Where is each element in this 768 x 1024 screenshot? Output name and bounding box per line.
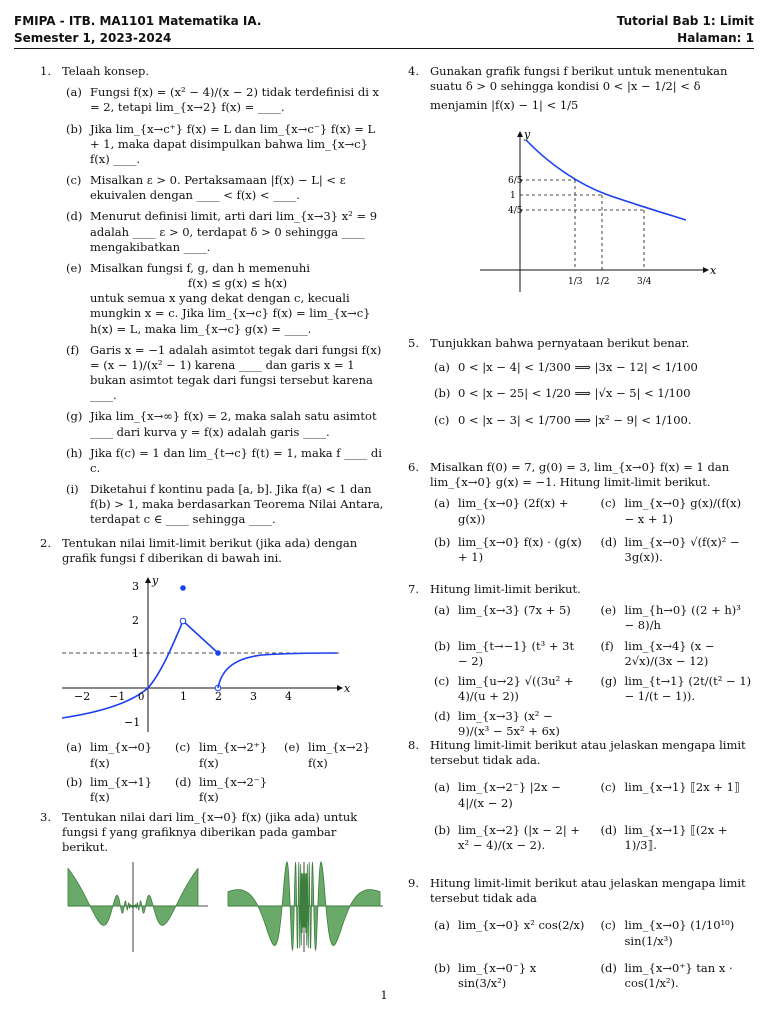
list-item: (g) Jika lim_{x→∞} f(x) = 2, maka salah satu asimtot ____ dari kurva y = f(x) adalah garis ____. <box>66 409 377 439</box>
list-item: (f) lim_{x→4} (x − 2√x)/(3x − 12) <box>600 638 715 668</box>
y-tick-label: 2 <box>132 614 139 628</box>
list-item: (e) lim_{h→0} ((2 + h)³ − 8)/h <box>600 603 741 633</box>
y-tick-label: 4/5 <box>508 205 523 216</box>
oscillation-graphs <box>48 856 388 956</box>
list-item: (d) lim_{x→3} (x² − 9)/(x³ − 5x² + 6x) <box>434 709 560 739</box>
y-tick-label: 6/5 <box>508 175 523 186</box>
list-item: (b) Jika lim_{x→c⁺} f(x) = L dan lim_{x→c⁻} f(x) = L + 1, maka dapat disimpulkan bahwa lim_{x→c} f(x) ____. <box>66 121 376 166</box>
list-item: (b) lim_{t→−1} (t³ + 3t − 2) <box>434 638 575 668</box>
problem-number: 8. <box>408 738 419 752</box>
line-segment <box>183 621 218 653</box>
list-item: (d) lim_{x→0} √(f(x)² − 3g(x)). <box>600 534 740 564</box>
y-axis-label: y <box>152 574 159 588</box>
open-point <box>180 619 186 625</box>
problem-text: Misalkan f(0) = 7, g(0) = 3, lim_{x→0} f(x) = 1 dan lim_{x→0} g(x) = −1. Hitung limit-limit berikut. <box>430 460 730 490</box>
list-item: (a) 0 < |x − 4| < 1/300 ⟹ |3x − 12| < 1/100 <box>434 360 698 375</box>
x-tick-label: −1 <box>109 690 126 704</box>
problem-text: Hitung limit-limit berikut atau jelaskan mengapa limit tersebut tidak ada. <box>430 738 746 768</box>
problem-text: Hitung limit-limit berikut. <box>430 582 581 596</box>
page-header <box>0 0 768 50</box>
x-tick-label: 4 <box>285 690 292 704</box>
graph-right <box>228 862 383 952</box>
list-item: (d) lim_{x→0⁺} tan x · cos(1/x²). <box>600 960 733 990</box>
x-tick-label: 3 <box>250 690 257 704</box>
list-item: (h) Jika f(c) = 1 dan lim_{t→c} f(t) = 1, maka f ____ di c. <box>66 445 382 475</box>
x-tick-label: 1/2 <box>595 276 610 287</box>
problem-number: 9. <box>408 876 419 890</box>
list-item: (b) lim_{x→2} (|x − 2| + x² − 4)/(x − 2). <box>434 822 581 852</box>
problem-7 <box>408 582 753 740</box>
semester-label: Semester 1, 2023-2024 <box>14 31 172 45</box>
problem-number: 7. <box>408 582 419 596</box>
problem-5 <box>408 336 753 428</box>
problem-number: 4. <box>408 64 419 78</box>
problem-text: Tunjukkan bahwa pernyataan berikut benar. <box>430 336 690 350</box>
list-item: (a) lim_{x→3} (7x + 5) <box>434 603 571 618</box>
y-tick-label: 3 <box>132 580 139 594</box>
x-tick-label: 1/3 <box>568 276 583 287</box>
curve-right <box>218 653 337 688</box>
x-axis-label: x <box>710 263 717 277</box>
problem-number: 1. <box>40 64 51 78</box>
problem-text: Tentukan nilai limit-limit berikut (jika ada) dengan grafik fungsi f diberikan di bawah ini. <box>62 536 358 566</box>
list-item: (d) lim_{x→1} ⟦(2x + 1)/3⟧. <box>600 822 728 852</box>
subquestions <box>430 918 753 991</box>
problem-text: Tentukan nilai dari lim_{x→0} f(x) (jika ada) untuk fungsi f yang grafiknya diberikan pada gambar berikut. <box>62 810 358 855</box>
list-item: (f) Garis x = −1 adalah asimtot tegak dari fungsi f(x) = (x − 1)/(x² − 1) karena ____ dan garis x = 1 bukan asimtot tegak dari fungsi tersebut karena ____. <box>66 342 382 403</box>
list-item: (a) lim_{x→0} f(x) <box>66 740 153 770</box>
x-tick-label: 2 <box>215 690 222 704</box>
problem-9 <box>408 876 753 991</box>
course-title: FMIPA - ITB. MA1101 Matematika IA. <box>14 14 262 28</box>
problem-1 <box>40 64 385 528</box>
header-divider <box>14 48 754 49</box>
list-item: (c) lim_{x→2⁺} f(x) <box>175 740 268 770</box>
list-item: (g) lim_{t→1} (2t/(t² − 1) − 1/(t − 1)). <box>600 673 752 704</box>
curve-left <box>62 621 183 718</box>
function-graph <box>430 120 730 295</box>
list-item: (b) lim_{x→0} f(x) · (g(x) + 1) <box>434 534 582 564</box>
list-item: (c) lim_{x→0} g(x)/(f(x) − x + 1) <box>600 496 742 526</box>
problem-8 <box>408 738 753 853</box>
problem-3 <box>40 810 385 856</box>
list-item: (d) lim_{x→2⁻} f(x) <box>175 774 268 804</box>
x-axis-label: x <box>344 682 351 696</box>
y-tick-label: 1 <box>510 190 516 201</box>
origin-label: 0 <box>138 692 145 704</box>
subquestions <box>62 740 385 805</box>
filled-point <box>180 586 186 592</box>
problem-2 <box>40 536 385 805</box>
problem-number: 5. <box>408 336 419 350</box>
problem-4 <box>408 64 753 295</box>
inequality: f(x) ≤ g(x) ≤ h(x) <box>187 276 288 291</box>
tutorial-title: Tutorial Bab 1: Limit <box>616 14 754 28</box>
problem-6 <box>408 460 753 565</box>
filled-point <box>215 651 221 657</box>
problem-number: 3. <box>40 810 51 824</box>
problem-text: Hitung limit-limit berikut atau jelaskan mengapa limit tersebut tidak ada <box>430 876 746 906</box>
y-tick-label: 1 <box>132 647 139 661</box>
subquestions <box>430 603 753 739</box>
problem-number: 6. <box>408 460 419 474</box>
x-tick-label: 1 <box>180 690 187 704</box>
list-item: (e) lim_{x→2} f(x) <box>284 740 371 770</box>
list-item: (c) 0 < |x − 3| < 1/700 ⟹ |x² − 9| < 1/100. <box>434 412 692 427</box>
problem-text: Gunakan grafik fungsi f berikut untuk menentukan suatu δ > 0 sehingga kondisi 0 < |x − 1/2| < δ <box>430 64 728 94</box>
list-item: (c) lim_{u→2} √((3u² + 4)/(u + 2)) <box>434 673 574 704</box>
problem-intro: Telaah konsep. <box>62 64 150 78</box>
graph-left <box>68 862 208 952</box>
y-tick-label: −1 <box>124 716 141 730</box>
page-indicator: Halaman: 1 <box>677 31 754 45</box>
x-tick-label: 3/4 <box>637 276 652 287</box>
list-item: (c) lim_{x→0} (1/10¹⁰) sin(1/x³) <box>600 918 735 948</box>
list-item: (a) lim_{x→0} (2f(x) + g(x)) <box>434 496 569 526</box>
list-item: (b) 0 < |x − 25| < 1/20 ⟹ |√x − 5| < 1/100 <box>434 386 691 401</box>
list-item: (d) Menurut definisi limit, arti dari lim_{x→3} x² = 9 adalah ____ ε > 0, terdapat δ > 0 sehingga ____ mengakibatkan ____. <box>66 209 378 254</box>
list-item: (a) lim_{x→2⁻} |2x − 4|/(x − 2) <box>434 780 561 810</box>
subquestions <box>430 780 753 853</box>
x-tick-label: −2 <box>74 690 91 704</box>
list-item: (b) lim_{x→1} f(x) <box>66 774 153 804</box>
page-number: 1 <box>380 988 388 1002</box>
list-item: (a) Fungsi f(x) = (x² − 4)/(x − 2) tidak terdefinisi di x = 2, tetapi lim_{x→2} f(x) = ____. <box>66 85 380 115</box>
y-axis-label: y <box>524 127 531 141</box>
list-item: (a) lim_{x→0} x² cos(2/x) <box>434 918 585 933</box>
list-item: (c) lim_{x→1} ⟦2x + 1⟧ <box>600 780 740 795</box>
problem-text-2: menjamin |f(x) − 1| < 1/5 <box>430 98 579 113</box>
list-item: (i) Diketahui f kontinu pada [a, b]. Jika f(a) < 1 dan f(b) > 1, maka berdasarkan Teorema Nilai Antara, terdapat c ∈ ____ sehingga ____. <box>66 482 384 527</box>
subquestions <box>430 496 753 565</box>
list-item: (b) lim_{x→0⁻} x sin(3/x²) <box>434 960 537 990</box>
function-graph <box>62 572 362 732</box>
list-item: (e) Misalkan fungsi f, g, dan h memenuhi f(x) ≤ g(x) ≤ h(x) untuk semua x yang dekat dengan c, kecuali mungkin x = c. Jika lim_{x→c} f(x) = lim_{x→c} h(x) = L, maka lim_{x→c} g(x) = ____. <box>62 261 385 337</box>
problem-number: 2. <box>40 536 51 550</box>
list-item: (c) Misalkan ε > 0. Pertaksamaan |f(x) − L| < ε ekuivalen dengan ____ < f(x) < ____. <box>66 173 346 203</box>
